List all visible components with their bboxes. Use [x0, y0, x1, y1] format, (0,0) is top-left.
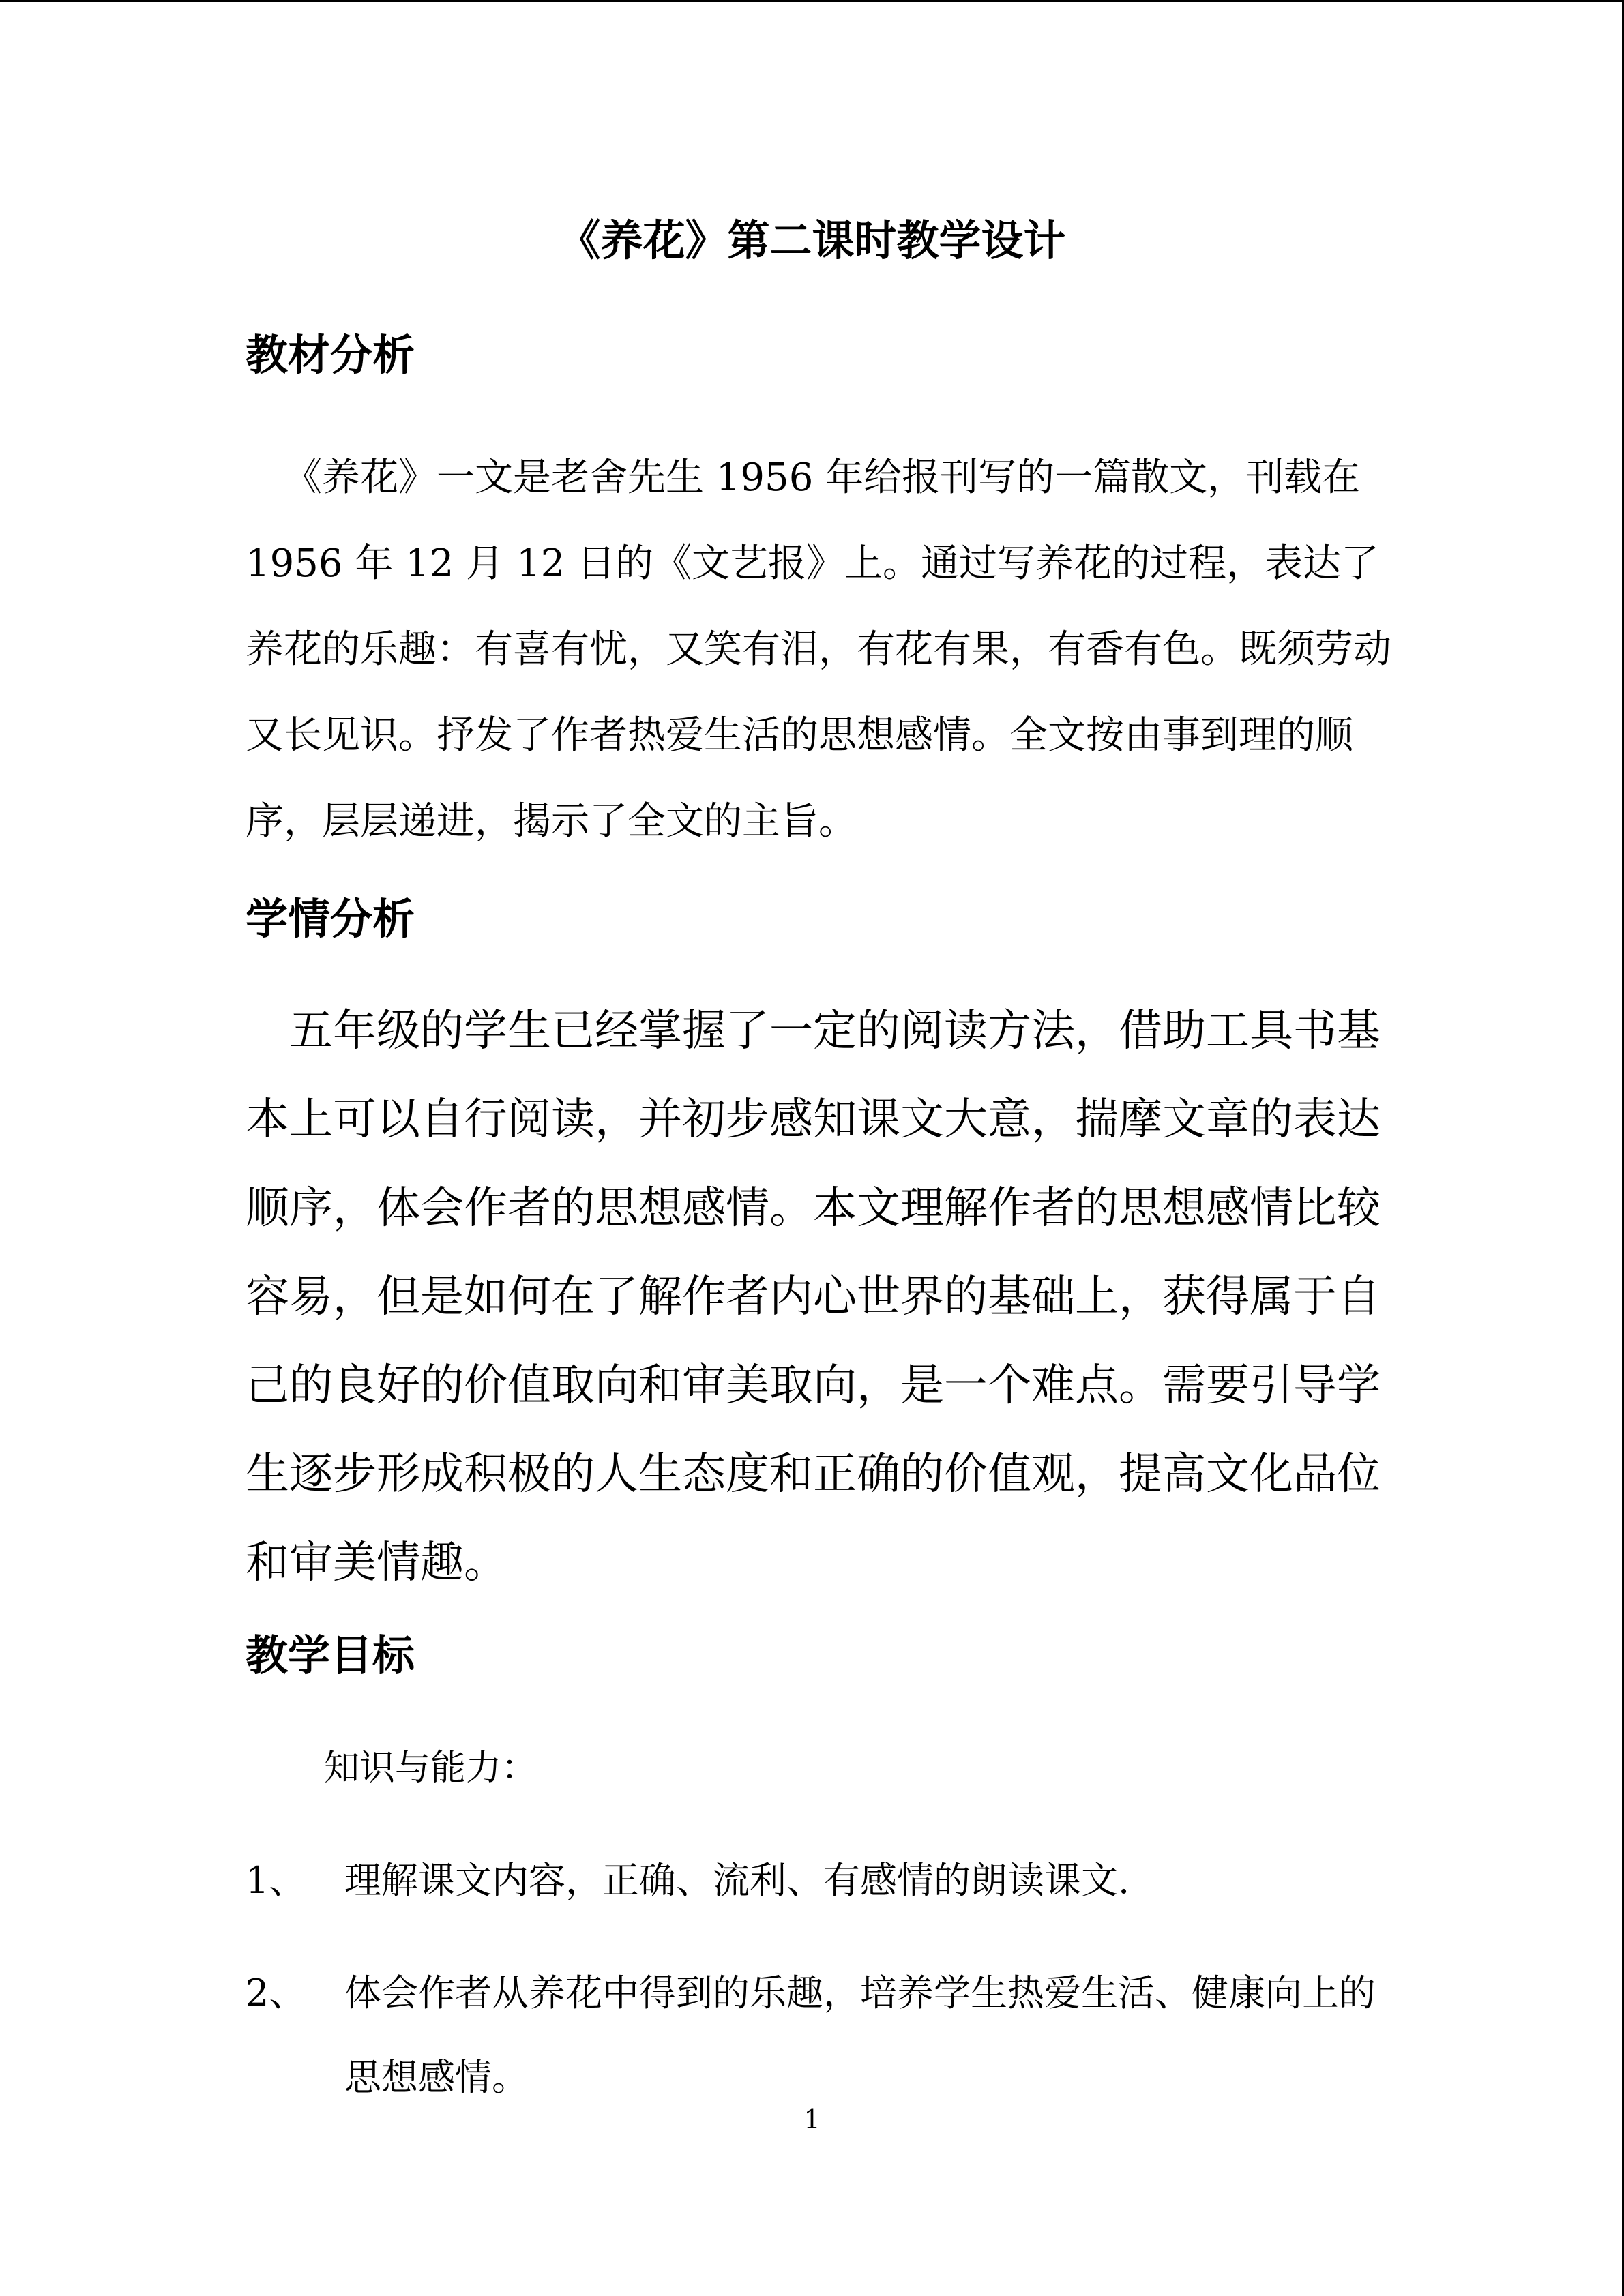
paragraph-textbook-analysis: 《养花》一文是老舍先生 1956 年给报刊写的一篇散文，刊载在 1956 年 12 月 12 日的《文艺报》上。通过写养花的过程，表达了养花的乐趣：有喜有忧，又笑有泪，有花有果，有香有色。既须劳动又长见识。抒发了作者热爱生活的思想感情。全文按由事到理的顺序，层层递进，揭示了全文的主旨。 — [246, 456, 1391, 844]
section-heading-teaching-goals: 教学目标 — [246, 1630, 415, 1680]
list-item-text-2: 体会作者从养花中得到的乐趣，培养学生热爱生活、健康向上的思想感情。 — [344, 1971, 1376, 2099]
paragraph-student-analysis: 五年级的学生已经掌握了一定的阅读方法，借助工具书基本上可以自行阅读，并初步感知课文大意，揣摩文章的表达顺序，体会作者的思想感情。本文理解作者的思想感情比较容易，但是如何在了解作者内心世界的基础上，获得属于自己的良好的价值取向和审美取向，是一个难点。需要引导学生逐步形成积极的人生态度和正确的价值观，提高文化品位和审美情趣。 — [246, 1006, 1381, 1588]
list-item-number-2: 2、 — [246, 1971, 306, 2014]
list-item-text-1: 理解课文内容，正确、流利、有感情的朗读课文. — [344, 1859, 1130, 1902]
list-item-number-1: 1、 — [246, 1859, 306, 1902]
sub-label-knowledge-ability: 知识与能力： — [324, 1748, 537, 1789]
section-heading-textbook-analysis: 教材分析 — [246, 330, 415, 380]
document-title: 《养花》第二课时教学设计 — [558, 215, 1066, 265]
section-heading-student-analysis: 学情分析 — [246, 894, 415, 944]
page-number: 1 — [803, 2104, 821, 2134]
